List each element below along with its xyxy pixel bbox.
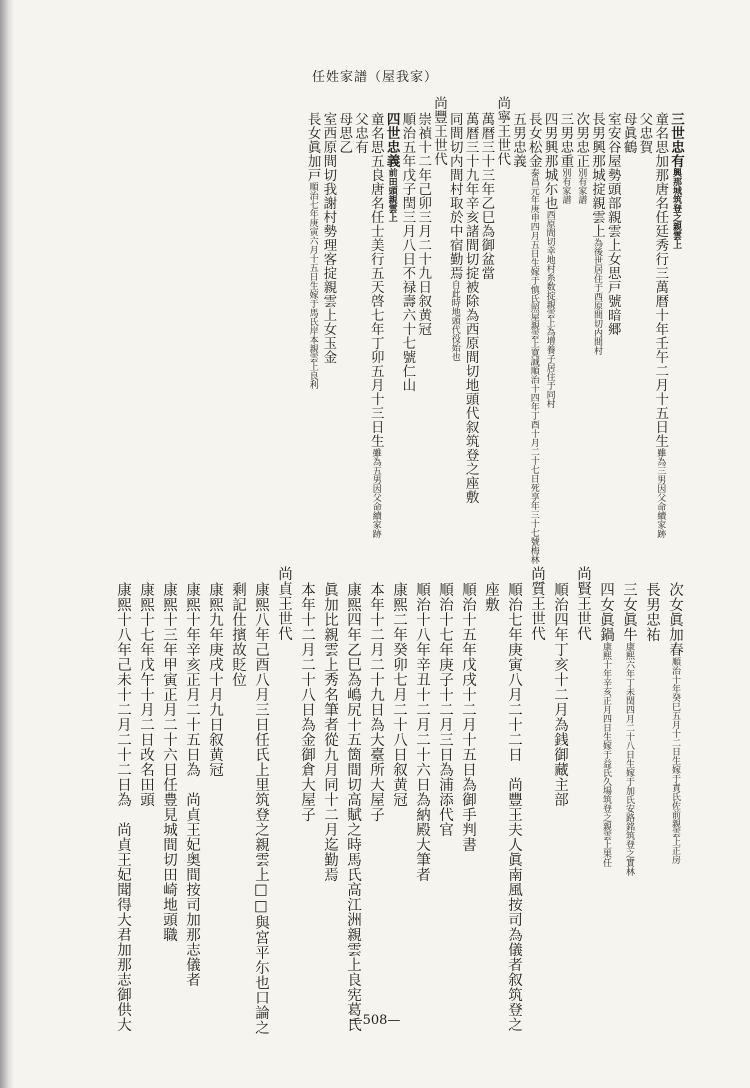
annotation-note: [529, 168, 539, 564]
annotation-line: 代役始也: [449, 325, 460, 361]
column-text: 室安谷屋勢頭部親雲上女思戸號暗郷: [604, 112, 621, 336]
annotation-note: [308, 182, 318, 389]
text-column-c38: [365, 582, 387, 822]
column-text: 眞加比親雲上秀名筆者從九月同十二月迄勤焉: [322, 582, 338, 882]
column-text: 三男忠重: [557, 112, 574, 168]
column-text: 長男興那城掟親雲上: [589, 112, 605, 238]
column-text: 萬暦三十三年乙巳為御盆當: [478, 112, 495, 280]
annotation-line: 康熙十年辛亥正月四日生嫁于: [601, 642, 611, 759]
column-text: 母思乙: [336, 112, 353, 154]
column-text: 順治五年戊子閏三月八日不禄壽六十七號仁山: [399, 112, 416, 392]
column-text: 童名思加那唐名任廷秀行三萬暦十年壬午二月十五日生: [652, 112, 669, 448]
text-column-c34: [457, 582, 479, 852]
text-column-c05: [605, 112, 621, 336]
annotation-line: 前田頭親雲上: [386, 168, 397, 222]
column-text: 康熙四年乙巳為嶋尻十五箇間切高賦之時馬氏高江洲親雲上良宪葛氏: [345, 582, 361, 1032]
column-text: 童名思五良唐名任士美行五天啓七年丁卯五月十三日生: [367, 112, 384, 448]
annotation-line: 生嫁于加氏安路銘筑登之實林: [624, 759, 634, 876]
column-text: 父忠賀: [636, 112, 653, 154]
annotation-line: 嫁于責氏佐前親雲上正房: [670, 765, 680, 864]
annotation-line: 別有: [560, 168, 571, 186]
column-text: 次女眞加春: [667, 582, 683, 657]
column-text: 長女眞加戸: [304, 112, 321, 182]
column-text: 三世忠有: [668, 112, 684, 168]
text-column-c20: [368, 112, 384, 538]
annotation-line: 順治七年庚寅六月十五日生: [307, 182, 318, 290]
text-column-c19: [384, 112, 400, 222]
text-column-c37: [388, 582, 410, 807]
text-column-c06: [589, 112, 605, 355]
column-text: 四世忠義: [383, 112, 400, 168]
column-text: 康熙十七年戊午十月二日改名田頭: [138, 582, 154, 807]
annotation-note: [671, 168, 681, 249]
text-column-c25: [664, 582, 686, 864]
column-text: 順治七年庚寅八月二十二日 尚豐王夫人眞南風按司為儀者叙筑登之: [506, 582, 522, 1032]
page-title: 任姓家譜（屋我家）: [311, 70, 438, 85]
annotation-note: [576, 168, 586, 204]
column-text: 本年十二月二十九日為大臺所大屋子: [368, 582, 384, 822]
annotation-note: [545, 210, 555, 408]
annotation-line: 興那城筑登之親雲上: [671, 168, 681, 249]
column-text: 康熙十三年甲寅正月二十六日任豊見城間切田崎地頭職: [161, 582, 177, 942]
text-column-c35: [434, 582, 456, 837]
annotation-line: 家譜: [560, 186, 571, 204]
column-text: 崇禎十二年己卯三月二十九日叙黄冠: [415, 112, 432, 336]
text-column-c07: [573, 112, 589, 204]
text-column-c09: [542, 112, 558, 408]
annotation-line: 自此時地頭: [449, 280, 460, 325]
text-column-c08: [557, 112, 573, 204]
annotation-line: 雖為三男因: [655, 448, 666, 493]
column-text: 順治四年丁亥十二月為銭御藏主部: [552, 582, 568, 807]
text-column-c40: [319, 582, 341, 882]
column-text: 長男忠祐: [644, 582, 660, 642]
text-column-c02: [652, 112, 668, 538]
text-column-c04: [621, 112, 637, 154]
text-column-c42: [273, 566, 295, 641]
text-column-c46: [181, 582, 203, 987]
text-column-c11: [510, 112, 526, 168]
text-column-c22: [336, 112, 352, 154]
column-text: 室西原間切我謝村勢理客掟親雲上女玉金: [320, 112, 337, 364]
annotation-line: 命續家跡: [370, 502, 381, 538]
annotation-line: 順治十四年丁酉十月二十七日死享年三十七號梅林: [528, 366, 539, 564]
text-column-c36: [411, 582, 433, 882]
text-column-c33: [480, 582, 502, 612]
annotation-line: 家譜: [576, 186, 587, 204]
column-text: 順治十七年庚子十二月三日為浦添代官: [437, 582, 453, 837]
text-column-c24: [305, 112, 321, 389]
column-text: 次男忠正: [573, 112, 590, 168]
text-column-c30: [549, 582, 571, 807]
text-column-c49: [112, 582, 134, 1032]
column-text: 康熙十年辛亥正月二十五日為 尚貞王妃奥間按司加那志儀者: [184, 582, 200, 987]
annotation-line: 順治十年癸巳五月十二日生: [670, 657, 680, 765]
column-text: 五男忠義: [510, 112, 526, 168]
text-column-c27: [618, 582, 640, 876]
annotation-line: 別有: [576, 168, 587, 186]
text-column-c26: [641, 582, 663, 642]
annotation-note: [450, 280, 460, 361]
column-text: 尚貞王世代: [276, 566, 292, 641]
annotation-line: 為後世居住于西: [592, 238, 602, 301]
page-number: —508—: [349, 1013, 401, 1028]
column-text: 本年十二月二十八日為金御倉大屋子: [299, 582, 315, 822]
text-column-c15: [447, 112, 463, 361]
annotation-note: [371, 448, 381, 538]
text-column-c14: [463, 112, 479, 504]
text-column-c13: [478, 112, 494, 280]
scan-shadow-edge: [0, 0, 14, 1088]
text-column-c44: [227, 582, 249, 687]
text-column-c18: [399, 112, 415, 392]
text-column-c28: [595, 582, 617, 867]
column-text: 四女眞鍋: [598, 582, 614, 642]
annotation-line: 父命續家跡: [655, 493, 666, 538]
column-text: 康熙十八年己未十二月二十二日為 尚貞王妃聞得大君加那志御供大: [115, 582, 131, 1032]
annotation-line: 雲上為增養子居住于同村: [544, 309, 555, 408]
column-text: 四男興那城尓也: [541, 112, 558, 210]
column-text: 萬暦三十九年辛亥諸間切掟被除為西原間切地頭代叙筑登之座敷: [462, 112, 479, 504]
column-text: 康熙二年癸卯七月二十八日叙黄冠: [391, 582, 407, 807]
text-column-c43: [250, 582, 272, 1035]
column-text: 母眞鶴: [620, 112, 637, 154]
annotation-note: [592, 238, 602, 355]
text-column-c29: [572, 566, 594, 641]
text-column-c32: [503, 582, 525, 1032]
text-column-c23: [320, 112, 336, 364]
column-text: 順治十五年戊戌十二月十五日為御手判書: [460, 582, 476, 852]
annotation-line: 益氏久場筑登之親雲上果任: [601, 759, 611, 867]
annotation-note: [560, 168, 570, 204]
annotation-note: [387, 168, 397, 222]
text-column-c17: [415, 112, 431, 336]
column-text: 座敷: [483, 582, 499, 612]
column-text: 康熙八年己酉八月三日任氏上里筑登之親雲上□□與宮平尓也口論之: [253, 582, 269, 1035]
column-text: 同間切内間村取於中宿勤焉: [446, 112, 463, 280]
column-text: 尚賢王世代: [575, 566, 591, 641]
column-text: 長女松金: [525, 112, 542, 168]
annotation-note: [624, 642, 634, 876]
column-text: 三女眞牛: [621, 582, 637, 642]
text-column-c10: [526, 112, 542, 564]
column-text: 康熙九年庚戌十月九日叙黄冠: [207, 582, 223, 777]
column-text: 尚寧王世代: [494, 96, 511, 166]
text-column-c31: [526, 566, 548, 641]
column-text: 剩記仕擯故貶位: [230, 582, 246, 687]
text-column-c41: [296, 582, 318, 822]
text-column-c03: [636, 112, 652, 154]
column-text: 尚豐王世代: [431, 96, 447, 166]
annotation-line: 西原間切幸地村糸数掟親: [544, 210, 555, 309]
annotation-line: 嫁于馬氏岸本親雲上良利: [307, 290, 318, 389]
annotation-line: 康熙六年丁未閏四月二十八日: [624, 642, 634, 759]
annotation-note: [601, 642, 611, 867]
column-text: 尚質王世代: [529, 566, 545, 641]
annotation-line: 泰昌元年庚申四月五日生嫁于慎氏照屋親雲上寛誠: [528, 168, 539, 366]
column-text: 父忠有: [352, 112, 368, 154]
text-column-c16: [431, 96, 447, 166]
column-text: 順治十八年辛丑十二月二十六日為納殿大筆者: [414, 582, 430, 882]
text-column-c21: [352, 112, 368, 154]
text-column-c45: [204, 582, 226, 777]
annotation-note: [655, 448, 665, 538]
text-column-c39: [342, 582, 364, 1032]
annotation-note: [670, 657, 680, 864]
annotation-line: 雖為五男因父: [370, 448, 381, 502]
text-column-c01: [668, 112, 684, 249]
text-column-c12: [494, 96, 510, 166]
text-column-c48: [135, 582, 157, 807]
annotation-line: 原間切内間村: [592, 301, 602, 355]
text-column-c47: [158, 582, 180, 942]
